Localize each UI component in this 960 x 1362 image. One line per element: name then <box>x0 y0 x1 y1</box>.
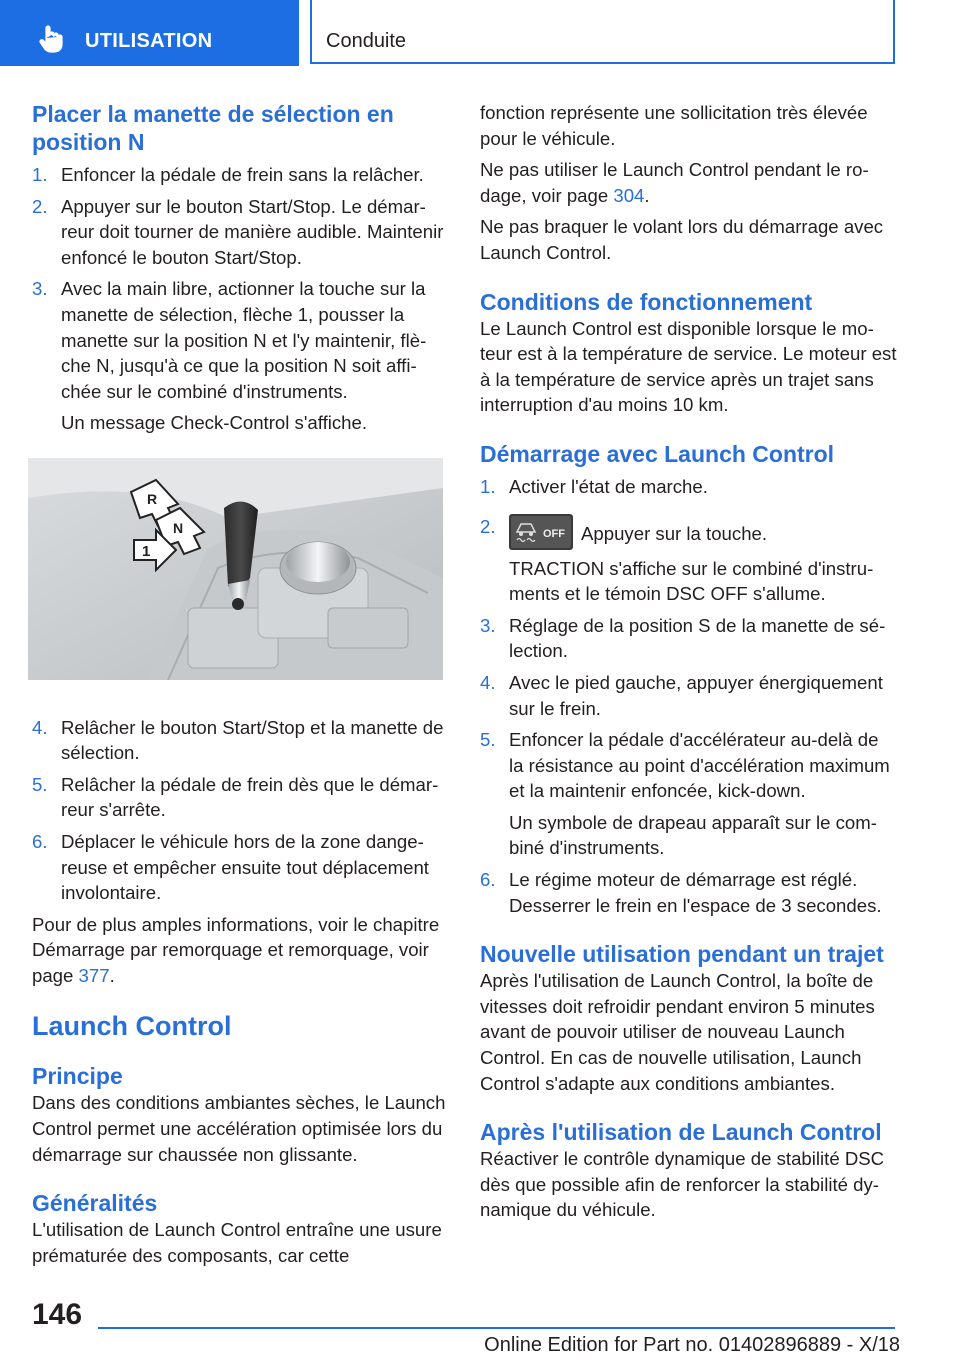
list-item <box>32 715 450 766</box>
page-number: 146 <box>32 1298 83 1331</box>
photo-label-1: 1 <box>142 542 151 560</box>
step-number: 1. <box>32 164 48 185</box>
generalites-text: L'utilisation de Launch Control entraîne une usure prématurée des composants, car cette <box>32 1219 442 1266</box>
list-item <box>480 867 898 918</box>
right-column <box>480 100 898 1223</box>
step-number: 1. <box>480 475 496 497</box>
step-text: Activer l'état de marche. <box>509 475 708 497</box>
list-item <box>32 276 450 436</box>
steps-list-a <box>32 162 450 436</box>
heading-launch-control: Launch Control <box>32 1011 232 1042</box>
page-link-377[interactable]: 377 <box>78 964 110 986</box>
step-number: 6. <box>32 830 48 852</box>
step-text-with-icon: OFF Appuyer sur la touche. <box>509 514 898 550</box>
page-link-304[interactable]: 304 <box>613 184 645 206</box>
heading-apres: Après l'utilisation de Launch Control <box>480 1119 882 1146</box>
heading-principe: Principe <box>32 1063 123 1090</box>
step-text: Le régime moteur de démarrage est réglé. Desserrer le frein en l'espace de 3 secondes. <box>509 869 882 916</box>
list-item <box>32 829 450 906</box>
heading-generalites: Généralités <box>32 1190 158 1217</box>
step-text: Appuyer sur le bouton Start/Stop. Le démarreur doit tourner de manière audible. Maintenir enfoncé le bouton Start/Stop. <box>61 195 444 268</box>
step-text: Relâcher la pédale de frein dès que le démarreur s'arrête. <box>61 773 439 821</box>
list-item <box>480 727 898 861</box>
step-text: Avec la main libre, actionner la touche sur la manette de sélection, flèche 1, pousser la manette sur la position N et l'y maintenir, flèche N, jusqu'à ce que la position N soit affichée sur le combiné d'instruments. <box>61 278 427 402</box>
footer-divider <box>98 1327 895 1329</box>
list-item <box>32 194 450 271</box>
step-number: 2. <box>480 515 496 537</box>
list-item <box>32 772 450 823</box>
hand-pointer-icon <box>36 24 66 54</box>
section-tab[interactable] <box>0 0 299 66</box>
list-item <box>480 474 898 500</box>
apres-text: Réactiver le contrôle dynamique de stabilité DSC dès que possible afin de renforcer la stabilité dynamique du véhicule. <box>480 1148 885 1221</box>
nouvelle-text: Après l'utilisation de Launch Control, la boîte de vitesses doit refroidir pendant environ 5 minutes avant de pouvoir utiliser de nouveau Launch Control. En cas de nouvelle utilisation, Launch Control s'adapte aux conditions ambiantes. <box>480 970 875 1094</box>
step-number: 5. <box>32 773 48 795</box>
photo-label-n: N <box>173 519 184 536</box>
dsc-off-button-icon <box>509 514 573 550</box>
continuation-text: fonction représente une sollicitation très élevée pour le véhicule. <box>480 102 868 149</box>
list-item <box>32 162 450 188</box>
step-note: Un symbole de drapeau apparaît sur le combiné d'instruments. <box>509 811 877 859</box>
step-number: 4. <box>32 716 48 738</box>
principe-text: Dans des conditions ambiantes sèches, le Launch Control permet une accélération optimisée lors du démarrage sur chaussée non glissante. <box>32 1092 446 1165</box>
list-item <box>480 613 898 664</box>
heading-demarrage: Démarrage avec Launch Control <box>480 440 835 467</box>
step-text: Réglage de la position S de la manette de sélection. <box>509 614 886 662</box>
heading-nouvelle: Nouvelle utilisation pendant un trajet <box>480 941 884 968</box>
list-item <box>480 670 898 721</box>
step-number: 4. <box>480 671 496 693</box>
step-number: 6. <box>480 869 496 891</box>
step-text: Enfoncer la pédale d'accélérateur au-delà de la résistance au point d'accélération maximum et la maintenir enfoncée, kick-down. <box>509 729 890 802</box>
step-note: Un message Check-Control s'affiche. <box>61 412 368 434</box>
edition-text: Online Edition for Part no. 01402896889 - X/18 <box>484 1334 900 1356</box>
heading-select-n: Placer la manette de sélection en position N <box>32 101 394 155</box>
step-text: Déplacer le véhicule hors de la zone dangereuse et empêcher ensuite tout déplacement involontaire. <box>61 830 429 904</box>
step-note: TRACTION s'affiche sur le combiné d'instruments et le témoin DSC OFF s'allume. <box>509 557 874 605</box>
step-number: 2. <box>32 195 48 217</box>
chapter-title: Conduite <box>326 30 407 52</box>
more-info-paragraph: Pour de plus amples informations, voir le chapitre Démarrage par remorquage et remorquage, voir page 377. <box>32 913 440 986</box>
photo-label-r: R <box>147 490 158 507</box>
step-number: 5. <box>480 729 496 751</box>
gear-selector-photo <box>28 458 443 680</box>
section-title: UTILISATION <box>85 30 213 52</box>
page-header <box>0 0 960 66</box>
step-number: 3. <box>480 614 496 636</box>
heading-conditions: Conditions de fonctionnement <box>480 288 813 315</box>
step-number: 3. <box>32 278 48 300</box>
step-text: Relâcher le bouton Start/Stop et la manette de sélection. <box>61 716 444 764</box>
rodage-paragraph: Ne pas utiliser le Launch Control pendant le rodage, voir page 304. <box>480 159 869 206</box>
left-column <box>32 100 450 1268</box>
step-text: Enfoncer la pédale de frein sans la relâcher. <box>61 164 424 185</box>
steps-list-b <box>32 715 450 906</box>
dsc-off-label: OFF <box>543 527 565 540</box>
conditions-text: Le Launch Control est disponible lorsque le moteur est à la température de service. Le moteur est à la température de service après un trajet sans interruption d'au moins 10 km. <box>480 317 897 416</box>
volant-text: Ne pas braquer le volant lors du démarrage avec Launch Control. <box>480 216 884 263</box>
list-item <box>480 514 898 607</box>
launch-steps-list <box>480 474 898 918</box>
step-text: Avec le pied gauche, appuyer énergiquement sur le frein. <box>509 671 883 719</box>
